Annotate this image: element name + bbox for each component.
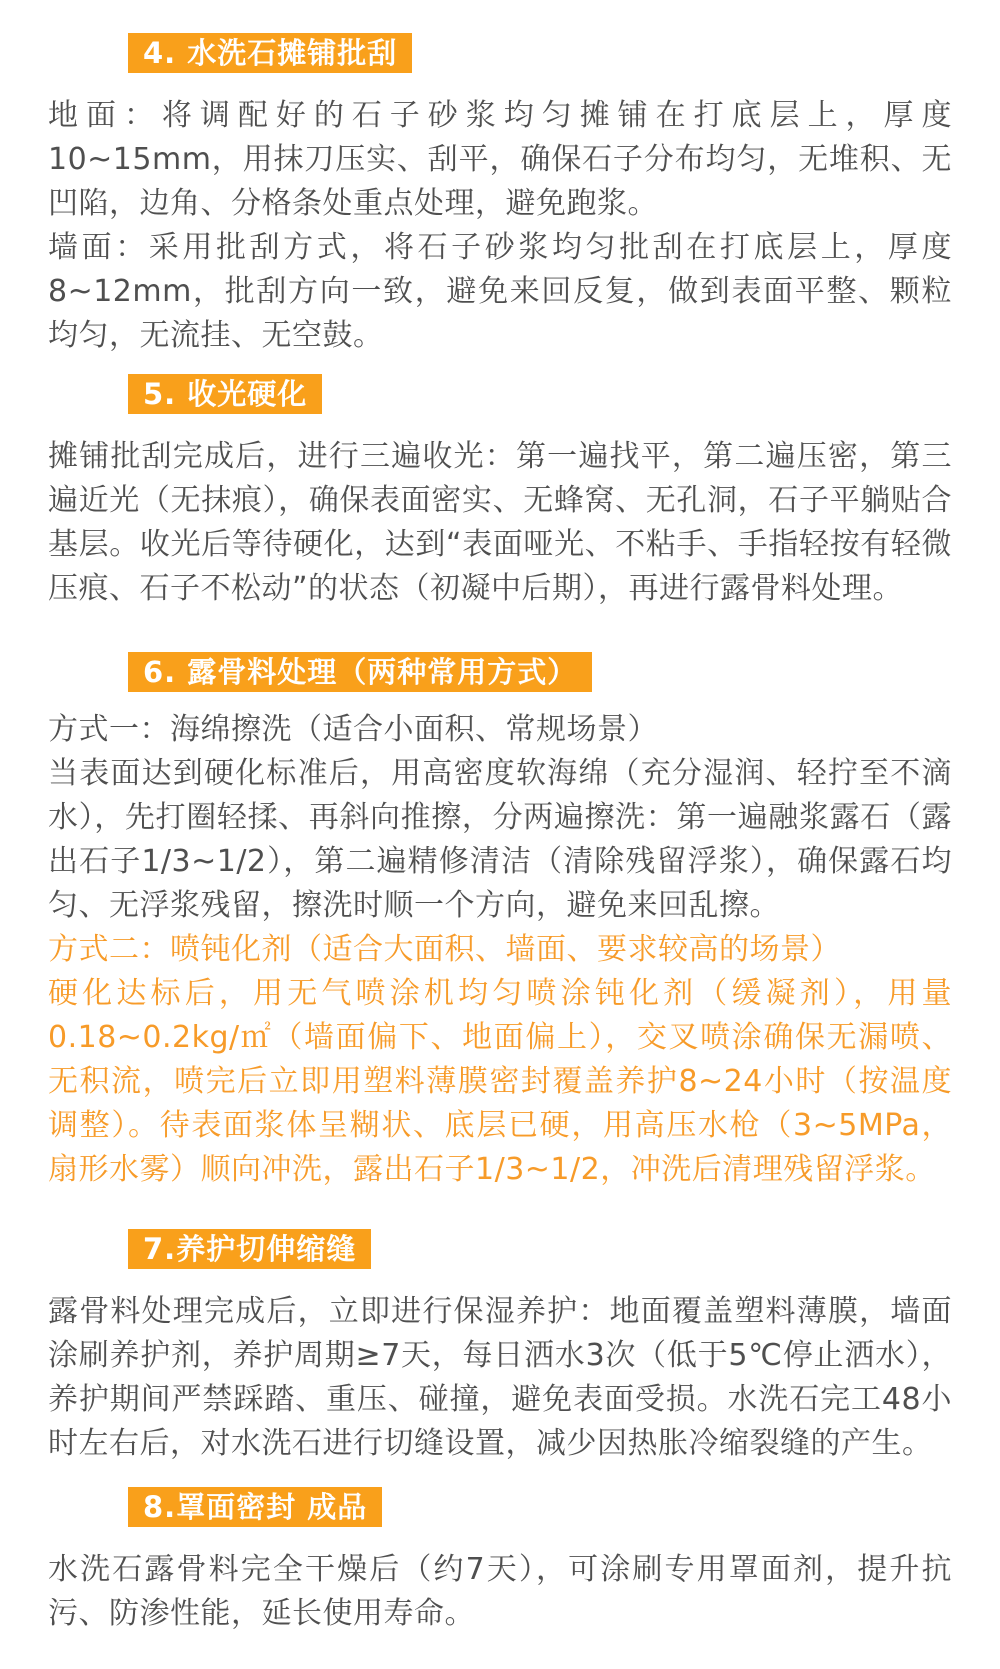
section-heading-5: 5. 收光硬化 xyxy=(128,374,322,414)
section-body-4 xyxy=(48,94,952,358)
section-heading-8: 8.罩面密封 成品 xyxy=(128,1487,382,1527)
paragraph-finishing: 摊铺批刮完成后，进行三遍收光：第一遍找平，第二遍压密，第三遍近光（无抹痕），确保表面密实、无蜂窝、无孔洞，石子平躺贴合基层。收光后等待硬化，达到“表面哑光、不粘手、手指轻按有轻微压痕、石子不松动”的状态（初凝中后期），再进行露骨料处理。 xyxy=(48,439,952,606)
paragraph-sealing: 水洗石露骨料完全干燥后（约7天），可涂刷专用罩面剂，提升抗污、防渗性能，延长使用寿命。 xyxy=(48,1552,952,1631)
paragraph-curing: 露骨料处理完成后，立即进行保湿养护：地面覆盖塑料薄膜，墙面涂刷养护剂，养护周期≥7天，每日洒水3次（低于5℃停止洒水），养护期间严禁踩踏、重压、碰撞，避免表面受损。水洗石完工48小时左右后，对水洗石进行切缝设置，减少因热胀冷缩裂缝的产生。 xyxy=(48,1294,952,1461)
section-body-6 xyxy=(48,708,952,1192)
section-finishing-hardening xyxy=(48,358,952,611)
section-sealing-finished xyxy=(48,1466,952,1636)
paragraph-floor: 地面：将调配好的石子砂浆均匀摊铺在打底层上，厚度10~15mm，用抹刀压实、刮平，确保石子分布均匀，无堆积、无凹陷，边角、分格条处重点处理，避免跑浆。 xyxy=(48,98,952,221)
paragraph-method-one-detail: 当表面达到硬化标准后，用高密度软海绵（充分湿润、轻拧至不滴水），先打圈轻揉、再斜向推擦，分两遍擦洗：第一遍融浆露石（露出石子1/3~1/2），第二遍精修清洁（清除残留浮浆），确保露石均匀、无浮浆残留，擦洗时顺一个方向，避免来回乱擦。 xyxy=(48,756,952,923)
section-body-5 xyxy=(48,435,952,611)
section-spreading-scraping xyxy=(48,33,952,358)
section-heading-4: 4. 水洗石摊铺批刮 xyxy=(128,33,412,73)
section-curing-joints xyxy=(48,1192,952,1466)
section-heading-6: 6. 露骨料处理（两种常用方式） xyxy=(128,652,592,692)
section-body-8 xyxy=(48,1548,952,1636)
paragraph-method-two-title: 方式二：喷钝化剂（适合大面积、墙面、要求较高的场景） xyxy=(48,932,841,967)
paragraph-method-one-title: 方式一：海绵擦洗（适合小面积、常规场景） xyxy=(48,712,658,747)
section-body-7 xyxy=(48,1290,952,1466)
section-heading-7: 7.养护切伸缩缝 xyxy=(128,1229,371,1269)
paragraph-wall: 墙面：采用批刮方式，将石子砂浆均匀批刮在打底层上，厚度8~12mm，批刮方向一致，避免来回反复，做到表面平整、颗粒均匀，无流挂、无空鼓。 xyxy=(48,230,952,353)
paragraph-method-two-detail: 硬化达标后，用无气喷涂机均匀喷涂钝化剂（缓凝剂），用量0.18~0.2kg/㎡（墙面偏下、地面偏上），交叉喷涂确保无漏喷、无积流，喷完后立即用塑料薄膜密封覆盖养护8~24小时（按温度调整）。待表面浆体呈糊状、底层已硬，用高压水枪（3~5MPa，扇形水雾）顺向冲洗，露出石子1/3~1/2，冲洗后清理残留浮浆。 xyxy=(48,976,952,1187)
section-exposed-aggregate xyxy=(48,611,952,1192)
